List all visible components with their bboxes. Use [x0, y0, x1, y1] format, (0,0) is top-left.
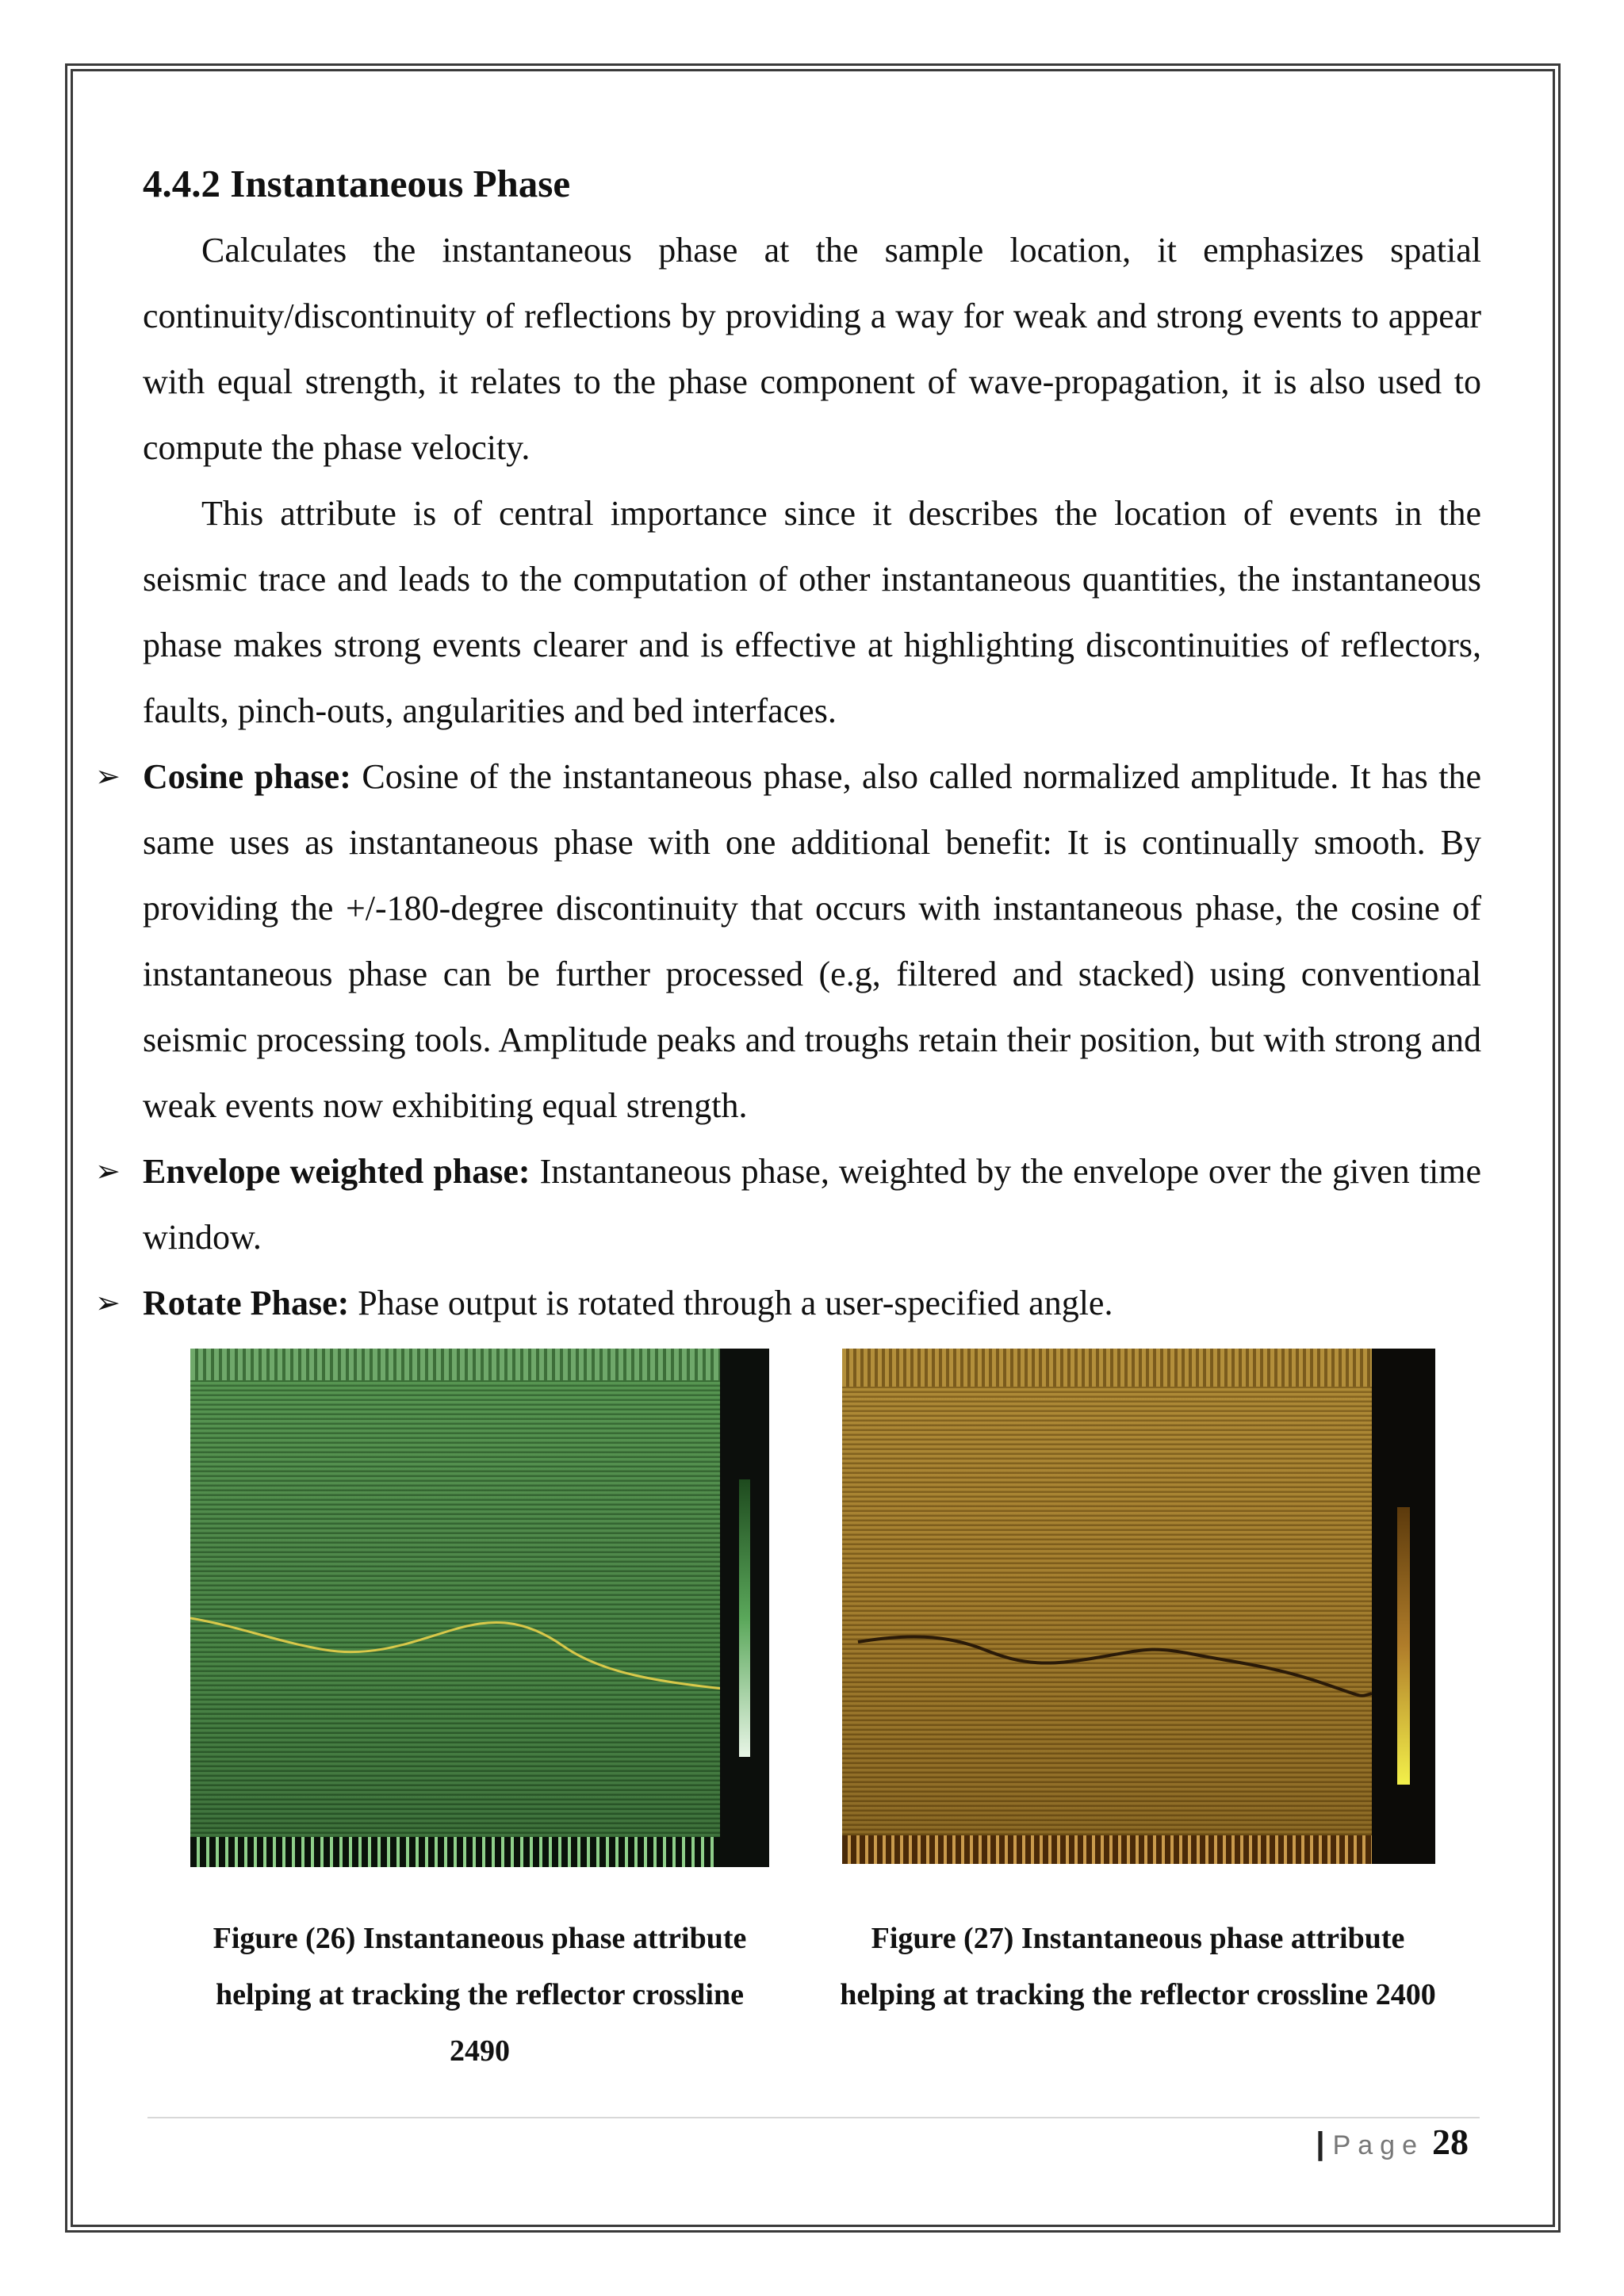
- caption-line: helping at tracking the reflector crossline 2400: [840, 1978, 1436, 2011]
- colorbar: [1397, 1507, 1410, 1785]
- colorbar: [739, 1479, 750, 1757]
- arrow-bullet-icon: ➢: [95, 1285, 121, 1320]
- page-content: [95, 151, 1482, 1336]
- bullet-text: Instantaneous phase, weighted by the envelope over the given time window.: [143, 1152, 1481, 1257]
- seismic-bottom-band: [842, 1835, 1372, 1864]
- page-label: Page: [1332, 2130, 1424, 2160]
- horizon-line: [190, 1610, 730, 1729]
- seismic-bottom-band: [190, 1837, 730, 1867]
- bullet-item: [95, 1138, 1481, 1270]
- paragraph: Calculates the instantaneous phase at the sample location, it emphasizes spatial continuity/discontinuity of reflections by providing a way for weak and strong events to appear with equal strength, it relates to the phase component of wave-propagation, it is also used to compute the phase velocity.: [143, 231, 1481, 467]
- footer-pipe: |: [1316, 2126, 1325, 2161]
- figure-26-caption: [182, 1911, 777, 2080]
- bullet-term: Cosine phase:: [143, 757, 362, 796]
- caption-line: helping at tracking the reflector crossline: [216, 1978, 744, 2011]
- page-number: 28: [1432, 2122, 1469, 2162]
- bullet-item: [95, 1270, 1481, 1336]
- caption-line: Figure (26) Instantaneous phase attribute: [213, 1922, 747, 1955]
- section-title: 4.4.2 Instantaneous Phase: [143, 162, 571, 205]
- arrow-bullet-icon: ➢: [95, 759, 121, 794]
- footer-divider: [147, 2117, 1480, 2118]
- caption-line: 2490: [450, 2034, 510, 2068]
- paragraph: This attribute is of central importance since it describes the location of events in the seismic trace and leads to the computation of other instantaneous quantities, the instantaneous phase makes strong events clearer and is effective at highlighting discontinuities of reflectors, faults, pinch-outs, angularities and bed interfaces.: [143, 494, 1481, 730]
- bullet-text: Phase output is rotated through a user-specified angle.: [358, 1284, 1113, 1322]
- arrow-bullet-icon: ➢: [95, 1154, 121, 1188]
- bullet-list: [95, 744, 1482, 1336]
- bullet-term: Rotate Phase:: [143, 1284, 358, 1322]
- bullet-text: Cosine of the instantaneous phase, also called normalized amplitude. It has the same uses as instantaneous phase with one additional benefit: It is continually smooth. By providing the +/-180-degree discontinuity that occurs with instantaneous phase, the cosine of instantaneous phase can be further processed (e.g, filtered and stacked) using conventional seismic processing tools. Amplitude peaks and troughs retain their position, but with strong and weak events now exhibiting equal strength.: [143, 757, 1482, 1125]
- horizon-line: [842, 1618, 1372, 1729]
- bullet-term: Envelope weighted phase:: [143, 1152, 540, 1191]
- seismic-top-band: [190, 1349, 720, 1380]
- page-footer: [1316, 2121, 1469, 2163]
- caption-line: Figure (27) Instantaneous phase attribute: [871, 1922, 1405, 1955]
- figure-27-seismic-image: [842, 1349, 1435, 1864]
- figure-27-caption: [809, 1911, 1467, 2023]
- figure-26-seismic-image: [190, 1349, 769, 1867]
- seismic-top-band: [842, 1349, 1372, 1387]
- bullet-item: [95, 744, 1482, 1138]
